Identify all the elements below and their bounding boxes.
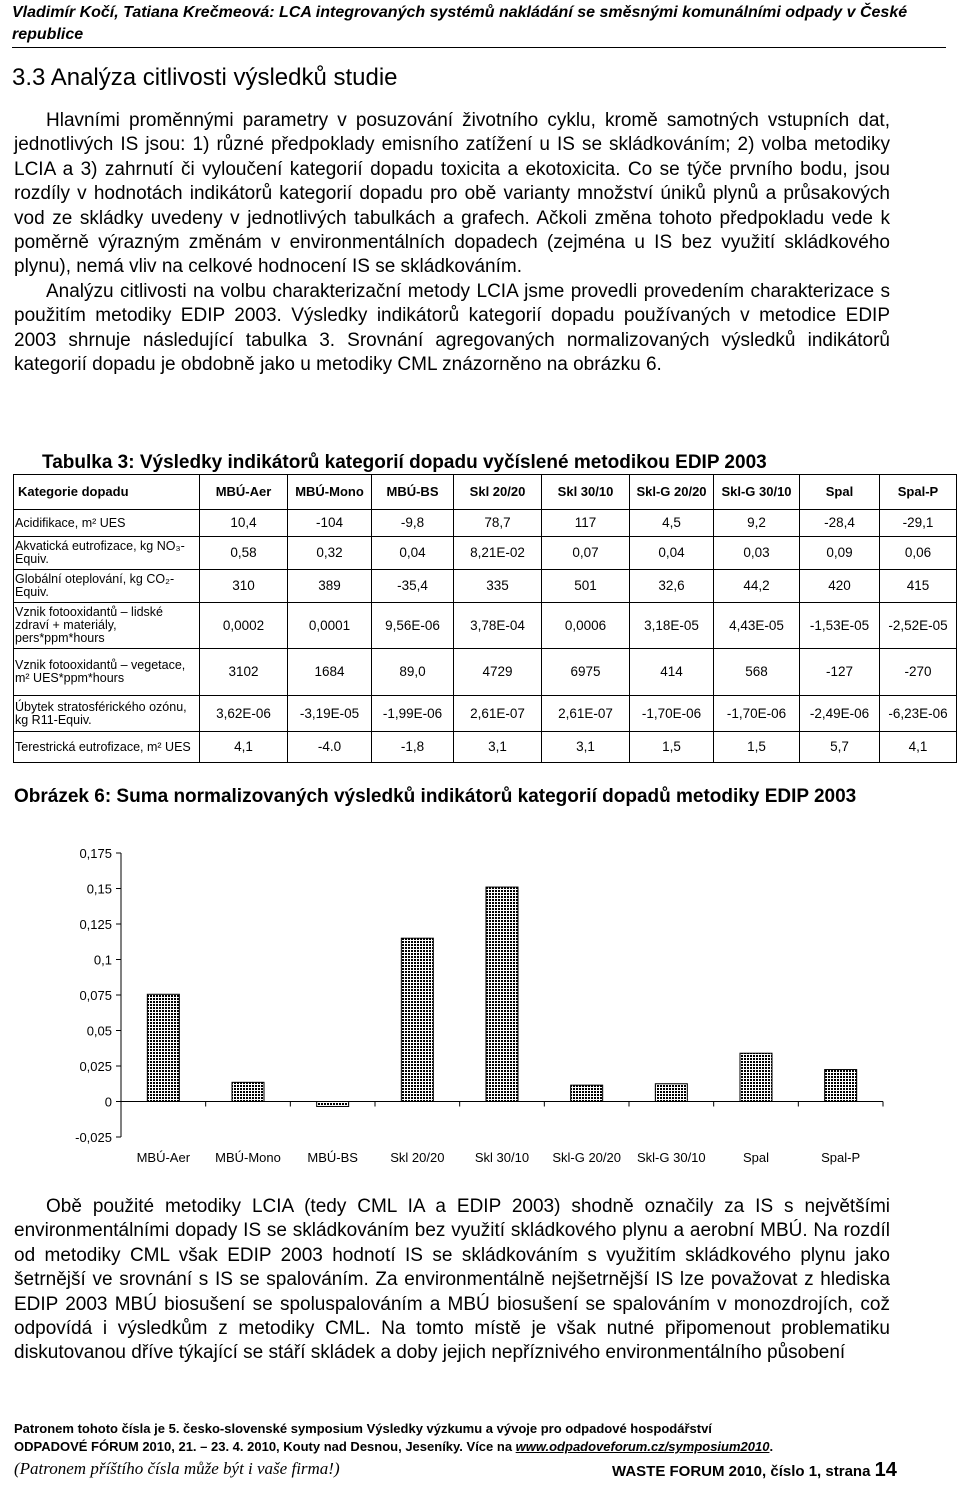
y-tick-label: 0,075 xyxy=(79,988,112,1003)
footer-line-1: Patronem tohoto čísla je 5. česko-slovenské symposium Výsledky výzkumu a vývoje pro odpadové hospodářství xyxy=(14,1421,712,1436)
y-tick-label: -0,025 xyxy=(75,1130,112,1145)
row-label: Vznik fotooxidantů – vegetace, m² UES*ppm*hours xyxy=(14,649,200,696)
bar xyxy=(147,994,179,1101)
bar xyxy=(317,1102,349,1107)
table-cell: 4,1 xyxy=(880,732,957,763)
footer-line-2-end: . xyxy=(769,1439,774,1454)
table-cell: 310 xyxy=(200,570,288,603)
table-cell: 3,78E-04 xyxy=(454,603,542,649)
table-cell: -1,70E-06 xyxy=(714,696,800,732)
y-tick-label: 0,15 xyxy=(86,881,112,897)
row-label: Úbytek stratosférického ozónu, kg R11-Equiv. xyxy=(14,696,200,732)
issue-info xyxy=(612,1459,897,1482)
table-cell: -4.0 xyxy=(288,732,372,763)
table-cell: 3,1 xyxy=(542,732,630,763)
table-cell: 335 xyxy=(454,570,542,603)
column-header: MBÚ-Aer xyxy=(200,475,288,510)
table-row xyxy=(14,732,957,763)
issue-label: WASTE FORUM 2010, číslo 1, strana xyxy=(612,1463,871,1480)
footer-symposium xyxy=(14,1420,944,1456)
y-tick-label: 0,025 xyxy=(79,1059,112,1074)
bar xyxy=(740,1053,772,1101)
table-cell: 389 xyxy=(288,570,372,603)
x-category-label: MBÚ-BS xyxy=(307,1150,358,1165)
table-cell: 420 xyxy=(800,570,880,603)
table-cell: 1684 xyxy=(288,649,372,696)
table-cell: 0,0006 xyxy=(542,603,630,649)
table-row xyxy=(14,570,957,603)
column-header: Skl 20/20 xyxy=(454,475,542,510)
table-cell: 2,61E-07 xyxy=(542,696,630,732)
bar xyxy=(401,938,433,1101)
table-cell: 0,04 xyxy=(630,537,714,570)
paragraph-2: Analýzu citlivosti na volbu charakterizační metody LCIA jsme provedli provedením charakterizace s použitím metodiky EDIP 2003. Výsledky indikátorů kategorií dopadu používaných v metodice EDIP 2003 shrnuje následující tabulka 3. Srovnání agregovaných normalizovaných výsledků indikátorů kategorií dopadu je obdobně jako u metodiky CML znázorněno na obrázku 6. xyxy=(14,280,890,376)
column-header: Skl-G 30/10 xyxy=(714,475,800,510)
table-cell: 5,7 xyxy=(800,732,880,763)
paragraph-3: Obě použité metodiky LCIA (tedy CML IA a EDIP 2003) shodně označily za IS s největšími environmentálními dopady IS se skládkováním bez využití skládkového plynu a aerobní MBÚ. Na rozdíl od metodiky CML však EDIP 2003 hodnotí IS se skládkováním s využitím skládkového plynu jako šetrnější ve srovnání s IS se spalováním. Za environmentálně nejšetrnější IS lze považovat z hlediska EDIP 2003 MBÚ biosušení se spoluspalováním a MBÚ biosušení se spalováním v monozdrojích, což odpovídá i výsledkům z metodiky CML. Na tomto místě je však nutné připomenout problematiku diskutovanou dříve týkající se stáří skládek a doby jejich nepříznivého environmentálního působení xyxy=(14,1196,890,1364)
table-cell: -104 xyxy=(288,510,372,537)
table-cell: 6975 xyxy=(542,649,630,696)
table-cell: 4,5 xyxy=(630,510,714,537)
intro-text xyxy=(14,109,890,377)
y-tick-label: 0,175 xyxy=(79,846,112,861)
table-cell: 501 xyxy=(542,570,630,603)
table-cell: -270 xyxy=(880,649,957,696)
x-category-label: Skl-G 20/20 xyxy=(552,1150,621,1165)
table-cell: 0,32 xyxy=(288,537,372,570)
y-tick-label: 0 xyxy=(104,1094,112,1110)
row-label: Terestrická eutrofizace, m² UES xyxy=(14,732,200,763)
table-cell: 9,2 xyxy=(714,510,800,537)
table-cell: 0,0002 xyxy=(200,603,288,649)
table-cell: -3,19E-05 xyxy=(288,696,372,732)
table-row xyxy=(14,603,957,649)
table-body xyxy=(14,510,957,763)
bar xyxy=(655,1084,687,1102)
x-category-label: Spal-P xyxy=(821,1150,861,1165)
results-table xyxy=(13,474,957,763)
conclusion-text xyxy=(14,1195,890,1366)
table-cell: 0,58 xyxy=(200,537,288,570)
table-cell: 78,7 xyxy=(454,510,542,537)
table-cell: 4,43E-05 xyxy=(714,603,800,649)
table-cell: 0,03 xyxy=(714,537,800,570)
table-cell: 568 xyxy=(714,649,800,696)
figure-caption: Obrázek 6: Suma normalizovaných výsledků indikátorů kategorií dopadů metodiky EDIP 2003 xyxy=(14,786,857,807)
table-cell: 0,06 xyxy=(880,537,957,570)
x-category-label: Skl 20/20 xyxy=(390,1150,445,1165)
paragraph-1: Hlavními proměnnými parametry v posuzování životního cyklu, kromě samotných vstupních dat, jednotlivých IS jsou: 1) různé předpoklady emisního zatížení u IS se skládkováním; 2) volba metodiky LCIA a 3) zahrnutí či vyloučení kategorií dopadu toxicita a ekotoxicita. Co se týče prvního bodu, jsou rozdíly v hodnotách indikátorů kategorií dopadu pro obě varianty množství úniků plynů a průsakových vod ze skládky uvedeny v jednotlivých tabulkách a grafech. Ačkoli změna tohoto předpokladu vede k poměrně výrazným změnám v environmentálních dopadech (zejména u IS bez využití skládkového plynu), nemá vliv na celkové hodnocení IS se skládkováním. xyxy=(14,110,890,278)
table-cell: 4,1 xyxy=(200,732,288,763)
y-tick-label: 0,05 xyxy=(86,1023,112,1039)
x-category-label: Skl-G 30/10 xyxy=(637,1150,706,1165)
table-caption: Tabulka 3: Výsledky indikátorů kategorií dopadu vyčíslené metodikou EDIP 2003 xyxy=(42,452,767,473)
column-header: MBÚ-Mono xyxy=(288,475,372,510)
row-label: Globální oteplování, kg CO₂-Equiv. xyxy=(14,570,200,603)
column-header: MBÚ-BS xyxy=(372,475,454,510)
column-header: Spal-P xyxy=(880,475,957,510)
bar xyxy=(232,1082,264,1101)
x-category-label: MBÚ-Mono xyxy=(215,1150,281,1165)
y-tick-label: 0,1 xyxy=(93,952,112,968)
symposium-link[interactable]: www.odpadoveforum.cz/symposium2010 xyxy=(515,1439,770,1454)
column-header: Skl 30/10 xyxy=(542,475,630,510)
table-cell: 3,18E-05 xyxy=(630,603,714,649)
table-cell: 32,6 xyxy=(630,570,714,603)
table-cell: -2,49E-06 xyxy=(800,696,880,732)
table-header-row xyxy=(14,475,957,510)
page-number: 14 xyxy=(874,1459,897,1481)
table-cell: -1,99E-06 xyxy=(372,696,454,732)
table-cell: 0,09 xyxy=(800,537,880,570)
table-cell: -2,52E-05 xyxy=(880,603,957,649)
footer-line-2 xyxy=(14,1438,944,1456)
row-label: Acidifikace, m² UES xyxy=(14,510,200,537)
bar xyxy=(571,1085,603,1101)
table-cell: 2,61E-07 xyxy=(454,696,542,732)
patron-note: (Patronem příštího čísla může být i vaše firma!) xyxy=(14,1459,340,1478)
bar-chart xyxy=(0,830,960,1170)
table-cell: -35,4 xyxy=(372,570,454,603)
table-cell: 414 xyxy=(630,649,714,696)
table-cell: 4729 xyxy=(454,649,542,696)
table-cell: 89,0 xyxy=(372,649,454,696)
table-row xyxy=(14,537,957,570)
table-cell: -1,53E-05 xyxy=(800,603,880,649)
bar xyxy=(486,887,518,1101)
table-cell: 1,5 xyxy=(630,732,714,763)
running-header: Vladimír Kočí, Tatiana Krečmeová: LCA integrovaných systémů nakládání se směsnými komunálními odpady v České republice xyxy=(12,4,908,43)
table-cell: 0,0001 xyxy=(288,603,372,649)
column-header: Spal xyxy=(800,475,880,510)
header-divider xyxy=(12,47,946,48)
table-row xyxy=(14,510,957,537)
table-cell: 3,1 xyxy=(454,732,542,763)
section-title: 3.3 Analýza citlivosti výsledků studie xyxy=(12,64,398,91)
row-label: Vznik fotooxidantů – lidské zdraví + materiály, pers*ppm*hours xyxy=(14,603,200,649)
table-cell: -29,1 xyxy=(880,510,957,537)
table-cell: -28,4 xyxy=(800,510,880,537)
x-category-label: Spal xyxy=(742,1150,770,1165)
table-cell: 415 xyxy=(880,570,957,603)
table-cell: -9,8 xyxy=(372,510,454,537)
table-cell: 10,4 xyxy=(200,510,288,537)
table-cell: 0,07 xyxy=(542,537,630,570)
column-header: Skl-G 20/20 xyxy=(630,475,714,510)
table-cell: -1,70E-06 xyxy=(630,696,714,732)
bar xyxy=(825,1070,857,1102)
table-cell: 0,04 xyxy=(372,537,454,570)
table-row xyxy=(14,649,957,696)
table-cell: 1,5 xyxy=(714,732,800,763)
table-cell: 9,56E-06 xyxy=(372,603,454,649)
table-cell: -127 xyxy=(800,649,880,696)
table-cell: 44,2 xyxy=(714,570,800,603)
table-row xyxy=(14,696,957,732)
table-cell: -1,8 xyxy=(372,732,454,763)
table-cell: 3,62E-06 xyxy=(200,696,288,732)
y-tick-label: 0,125 xyxy=(79,917,112,932)
table-cell: 117 xyxy=(542,510,630,537)
table-cell: -6,23E-06 xyxy=(880,696,957,732)
footer-line-2-text: ODPADOVÉ FÓRUM 2010, 21. – 23. 4. 2010, Kouty nad Desnou, Jeseníky. Více na xyxy=(14,1439,516,1454)
table-cell: 3102 xyxy=(200,649,288,696)
table-cell: 8,21E-02 xyxy=(454,537,542,570)
x-category-label: MBÚ-Aer xyxy=(136,1150,191,1165)
x-category-label: Skl 30/10 xyxy=(474,1150,530,1165)
row-label: Akvatická eutrofizace, kg NO₃-Equiv. xyxy=(14,537,200,570)
column-header: Kategorie dopadu xyxy=(14,475,200,510)
